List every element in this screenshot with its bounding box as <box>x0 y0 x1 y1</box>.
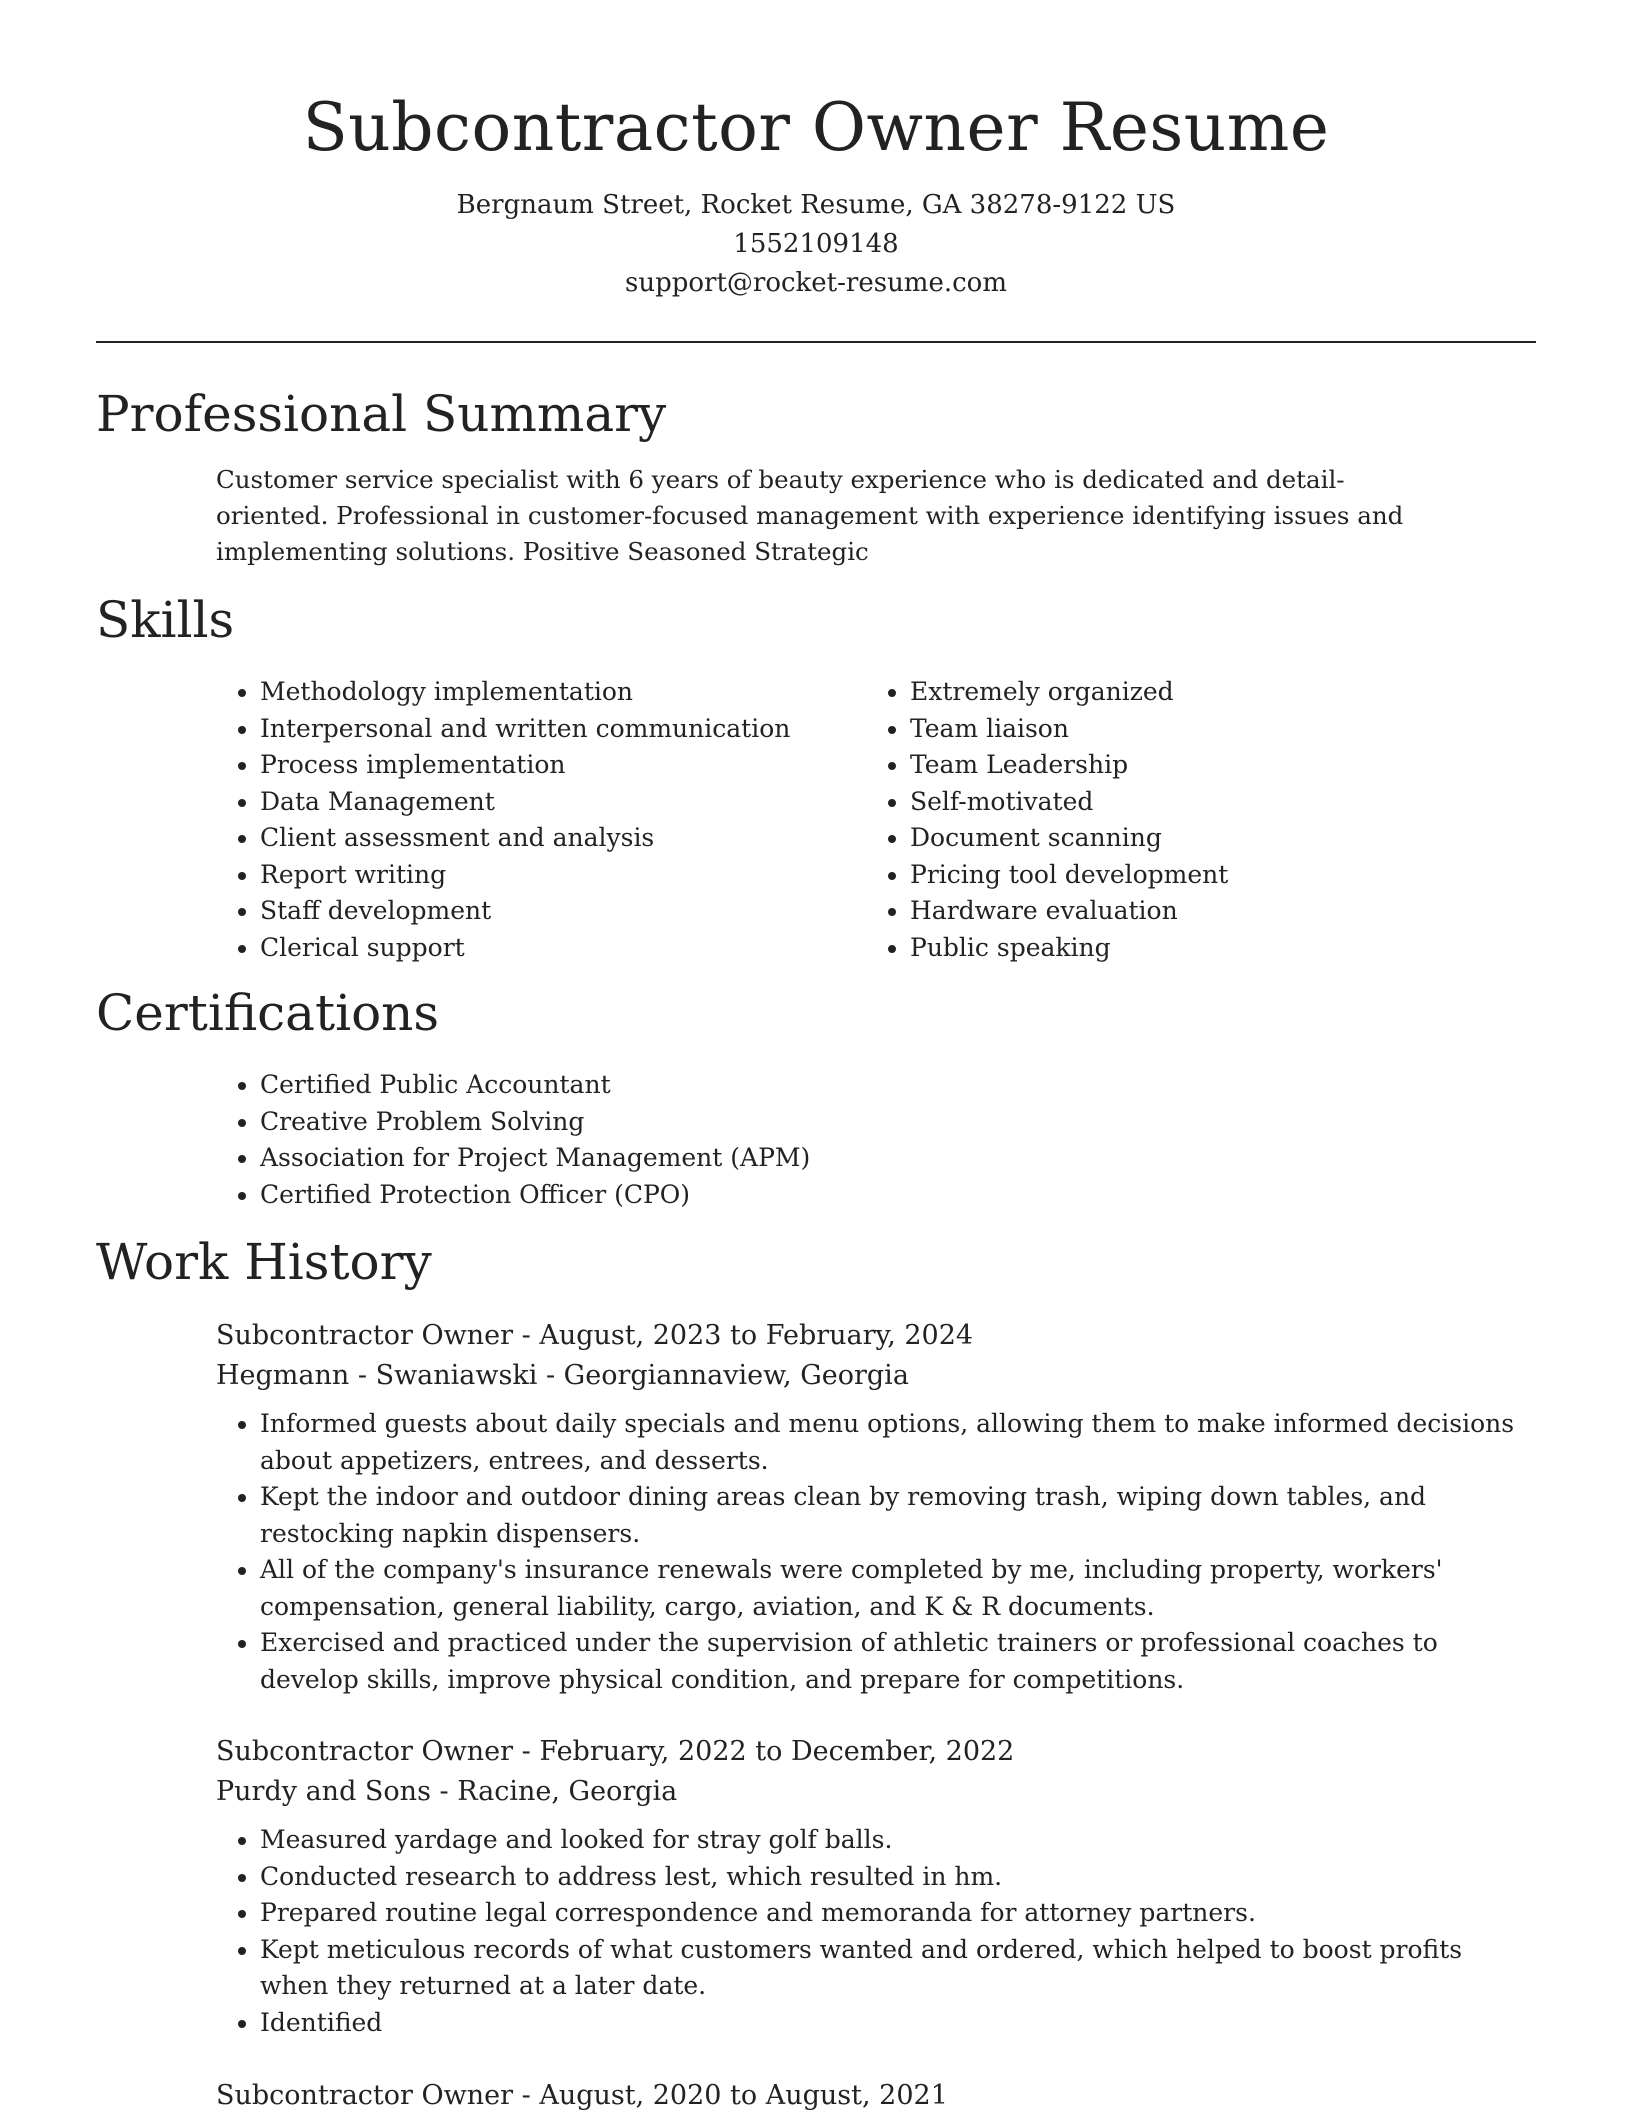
job-company-line: Purdy and Sons - Racine, Georgia <box>216 1776 678 1807</box>
skill-item: • Public speaking <box>910 930 1486 967</box>
job-bullet-list <box>216 1406 1536 1698</box>
skill-item: • Clerical support <box>260 930 836 967</box>
job-bullet: • Kept the indoor and outdoor dining areas clean by removing trash, wiping down tables, and restocking napkin dispensers. <box>260 1479 1536 1552</box>
job-entry <box>216 1732 1536 2041</box>
skills-list-right <box>866 674 1486 966</box>
job-title-line: Subcontractor Owner - February, 2022 to December, 2022 <box>216 1736 1015 1767</box>
skill-item: • Process implementation <box>260 747 836 784</box>
skill-item: • Client assessment and analysis <box>260 820 836 857</box>
certification-item: • Association for Project Management (APM) <box>260 1140 1116 1177</box>
job-bullet: • Conducted research to address lest, which resulted in hm. <box>260 1859 1536 1896</box>
job-entry <box>216 2076 1536 2116</box>
skill-item: • Report writing <box>260 857 836 894</box>
skills-column-left <box>216 674 836 966</box>
certification-item: • Creative Problem Solving <box>260 1104 1116 1141</box>
job-bullet: • Kept meticulous records of what customers wanted and ordered, which helped to boost profits when they returned at a later date. <box>260 1932 1536 2005</box>
job-bullet: • Measured yardage and looked for stray golf balls. <box>260 1822 1536 1859</box>
job-bullet: • Exercised and practiced under the supervision of athletic trainers or professional coaches to develop skills, improve physical condition, and prepare for competitions. <box>260 1625 1536 1698</box>
job-title-line: Subcontractor Owner - August, 2020 to August, 2021 <box>216 2080 948 2111</box>
job-bullet: • All of the company's insurance renewals were completed by me, including property, workers' compensation, general liability, cargo, aviation, and K & R documents. <box>260 1552 1536 1625</box>
resume-header <box>0 0 1632 303</box>
header-divider <box>96 341 1536 343</box>
skill-item: • Hardware evaluation <box>910 893 1486 930</box>
skill-item: • Data Management <box>260 784 836 821</box>
skill-item: • Staff development <box>260 893 836 930</box>
skill-item: • Team Leadership <box>910 747 1486 784</box>
summary-text: Customer service specialist with 6 years of beauty experience who is dedicated and detail-oriented. Professional in customer-focused management with experience identifying issues and implementing solutions. Positive Seasoned Strategic <box>216 465 1404 566</box>
address-line: Bergnaum Street, Rocket Resume, GA 38278-9122 US <box>456 190 1176 220</box>
skills-list-left <box>216 674 836 966</box>
job-bullet: • Informed guests about daily specials and menu options, allowing them to make informed decisions about appetizers, entrees, and desserts. <box>260 1406 1536 1479</box>
certification-item: • Certified Public Accountant <box>260 1067 1116 1104</box>
job-bullet: • Prepared routine legal correspondence and memoranda for attorney partners. <box>260 1895 1536 1932</box>
job-entry <box>216 1316 1536 1698</box>
skills-column-right <box>866 674 1486 966</box>
job-company-line: Hegmann - Swaniawski - Georgiannaview, Georgia <box>216 1360 909 1391</box>
certifications-heading: Certifications <box>96 984 440 1042</box>
skill-item: • Self-motivated <box>910 784 1486 821</box>
job-title-line: Subcontractor Owner - August, 2023 to February, 2024 <box>216 1320 974 1351</box>
summary-heading: Professional Summary <box>96 385 667 443</box>
work-history-heading: Work History <box>96 1233 432 1291</box>
job-bullet-list <box>216 1822 1536 2041</box>
resume-title: Subcontractor Owner Resume <box>302 89 1330 166</box>
job-bullet: • Identified <box>260 2005 1536 2042</box>
email-line: support@rocket-resume.com <box>624 268 1007 298</box>
contact-block <box>0 186 1632 303</box>
skill-item: • Methodology implementation <box>260 674 836 711</box>
skill-item: • Interpersonal and written communication <box>260 711 836 748</box>
certifications-list <box>216 1067 1116 1213</box>
certifications-block <box>216 1067 1116 1213</box>
skill-item: • Pricing tool development <box>910 857 1486 894</box>
skills-heading: Skills <box>96 591 235 649</box>
skill-item: • Team liaison <box>910 711 1486 748</box>
phone-line: 1552109148 <box>733 229 899 259</box>
skill-item: • Document scanning <box>910 820 1486 857</box>
skill-item: • Extremely organized <box>910 674 1486 711</box>
certification-item: • Certified Protection Officer (CPO) <box>260 1177 1116 1214</box>
